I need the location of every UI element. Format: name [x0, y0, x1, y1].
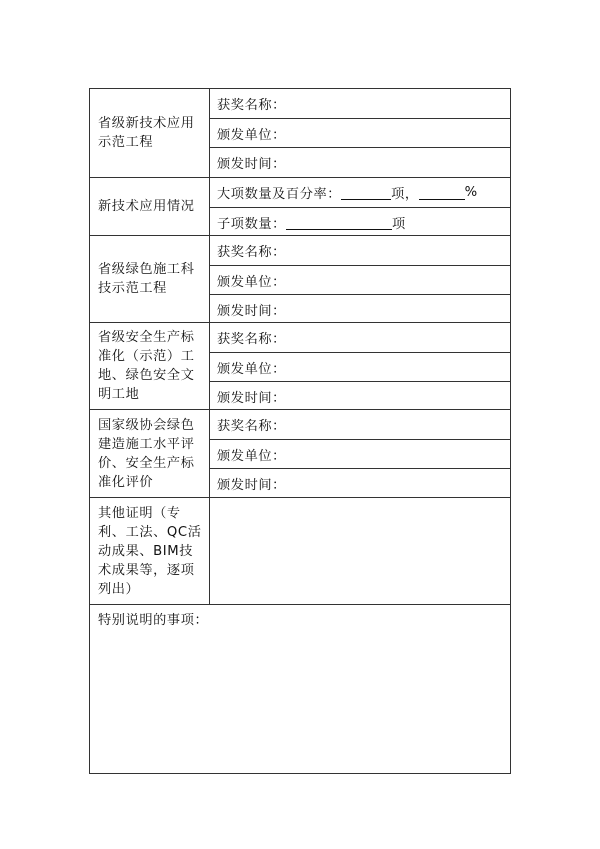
- special-notes-area[interactable]: [90, 604, 510, 773]
- section-label: [90, 410, 210, 497]
- section-label-text: 其他证明（专利、工法、QC活动成果、BIM技术成果等，逐项列出）: [98, 505, 202, 597]
- section-label: [90, 178, 210, 235]
- section-label: [90, 323, 210, 409]
- section-label: [90, 89, 210, 177]
- major-items-count-blank[interactable]: [341, 185, 391, 200]
- issuing-unit-field[interactable]: 颁发单位：: [210, 118, 510, 147]
- section-new-tech-application: [90, 177, 510, 235]
- section-green-construction: [90, 235, 510, 322]
- award-name-field[interactable]: 获奖名称：: [217, 332, 286, 347]
- section-fields: [210, 410, 510, 497]
- section-label: [90, 236, 210, 322]
- award-name-field[interactable]: 获奖名称：: [217, 419, 286, 434]
- issue-date-field[interactable]: 颁发时间：: [210, 468, 510, 497]
- other-proofs-input[interactable]: [210, 498, 510, 604]
- section-label-text: 国家级协会绿色建造施工水平评价、安全生产标准化评价: [98, 417, 195, 490]
- section-label-text: 新技术应用情况: [98, 199, 195, 214]
- issue-date-field[interactable]: 颁发时间：: [210, 294, 510, 323]
- section-label-text: 省级绿色施工科技示范工程: [98, 262, 195, 296]
- sub-items-field[interactable]: [210, 207, 510, 236]
- section-label-text: 省级安全生产标准化（示范）工地、绿色安全文明工地: [98, 330, 195, 402]
- issuing-unit-field[interactable]: 颁发单位：: [210, 265, 510, 294]
- section-label-text: 省级新技术应用示范工程: [98, 116, 195, 150]
- issuing-unit-field[interactable]: 颁发单位：: [210, 352, 510, 381]
- section-fields: [210, 323, 510, 409]
- sub-items-suffix: 项: [391, 216, 406, 232]
- major-items-suffix: %: [464, 185, 478, 200]
- sub-items-count-blank[interactable]: [286, 215, 392, 230]
- major-items-field[interactable]: [210, 178, 510, 207]
- major-items-mid: 项，: [391, 187, 419, 202]
- section-safety-standard-site: [90, 322, 510, 409]
- section-fields: [210, 89, 510, 177]
- special-notes-label: 特别说明的事项：: [98, 613, 209, 628]
- section-other-proofs: [90, 497, 510, 604]
- award-name-field[interactable]: 获奖名称：: [217, 245, 286, 260]
- sub-items-prefix: 子项数量：: [217, 216, 286, 232]
- section-national-evaluation: [90, 409, 510, 497]
- issuing-unit-field[interactable]: 颁发单位：: [210, 439, 510, 468]
- section-label: [90, 498, 210, 604]
- section-fields: [210, 178, 510, 235]
- major-items-percent-blank[interactable]: [419, 185, 465, 200]
- issue-date-field[interactable]: 颁发时间：: [210, 381, 510, 410]
- award-name-field[interactable]: 获奖名称：: [217, 98, 286, 113]
- major-items-prefix: 大项数量及百分率：: [217, 187, 342, 202]
- section-fields: [210, 236, 510, 322]
- issue-date-field[interactable]: 颁发时间：: [210, 147, 510, 176]
- section-new-tech-demo: [90, 89, 510, 177]
- application-form-table: [89, 88, 511, 774]
